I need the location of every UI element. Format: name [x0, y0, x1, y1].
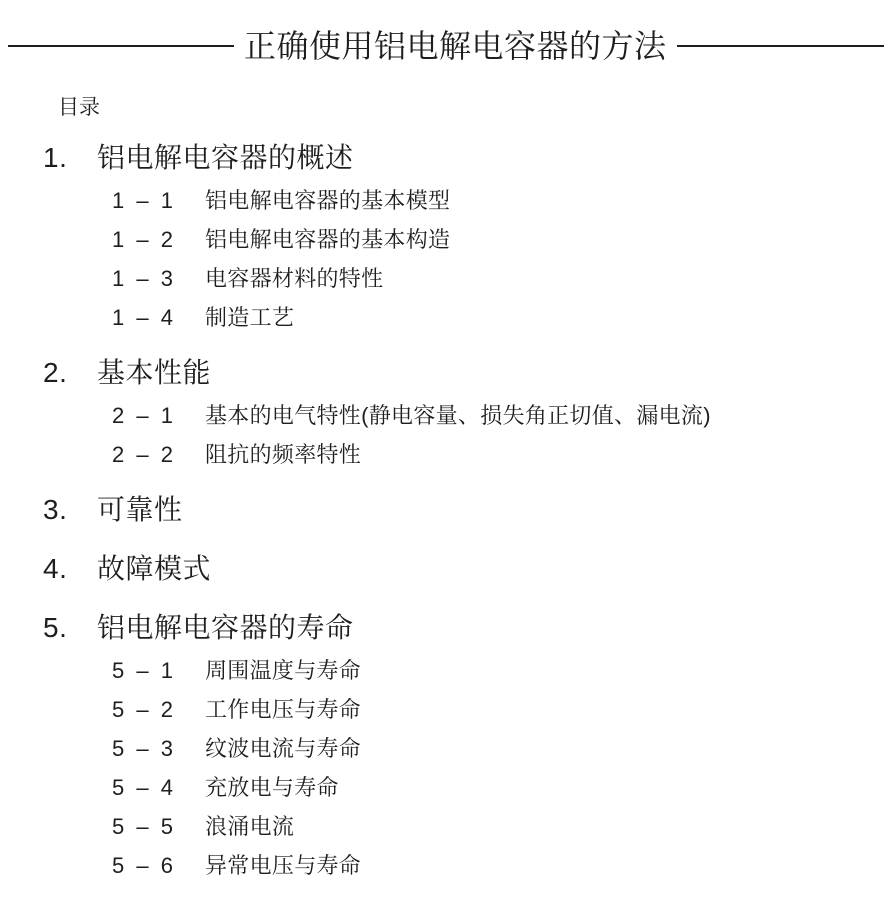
subsection-number: 5 – 2 [112, 697, 176, 722]
section-title: 基本性能 [97, 357, 212, 388]
subsection-number: 5 – 5 [112, 814, 176, 839]
subsection-number: 2 – 2 [112, 442, 176, 467]
subsection-title: 充放电与寿命 [205, 775, 339, 800]
subsection-number: 5 – 4 [112, 775, 176, 800]
subsection-title: 周围温度与寿命 [205, 658, 362, 683]
subsection-title: 工作电压与寿命 [205, 697, 362, 722]
section-number: 2. [43, 357, 68, 388]
section-title: 故障模式 [97, 553, 212, 584]
title-banner [0, 26, 892, 66]
toc-section-2 [0, 357, 892, 467]
section-heading [0, 142, 892, 174]
document-page [0, 26, 892, 920]
toc-entry [0, 776, 892, 800]
toc-section-5 [0, 612, 892, 878]
toc-entry [0, 267, 892, 291]
subsection-title: 阻抗的频率特性 [205, 442, 362, 467]
subsection-number: 5 – 6 [112, 853, 176, 878]
toc-section-4 [0, 553, 892, 585]
toc-entry [0, 306, 892, 330]
subsection-title: 电容器材料的特性 [205, 266, 384, 291]
toc-entry [0, 404, 892, 428]
subsection-number: 1 – 2 [112, 227, 176, 252]
toc-entry [0, 189, 892, 213]
section-number: 5. [43, 612, 68, 643]
subsection-number: 1 – 4 [112, 305, 176, 330]
section-number: 3. [43, 494, 68, 525]
section-heading [0, 553, 892, 585]
toc-section-3 [0, 494, 892, 526]
subsection-number: 5 – 3 [112, 736, 176, 761]
subsection-title: 异常电压与寿命 [205, 853, 362, 878]
toc-label: 目录 [58, 96, 100, 119]
section-title: 铝电解电容器的概述 [97, 142, 354, 173]
toc-entry [0, 228, 892, 252]
subsection-title: 制造工艺 [205, 305, 295, 330]
subsection-title: 铝电解电容器的基本构造 [205, 227, 451, 252]
subsection-number: 1 – 1 [112, 188, 176, 213]
subsection-title: 基本的电气特性(静电容量、损失角正切值、漏电流) [205, 403, 711, 428]
section-heading [0, 494, 892, 526]
toc-entry [0, 698, 892, 722]
toc-entry [0, 737, 892, 761]
toc-entry [0, 659, 892, 683]
section-title: 可靠性 [97, 494, 183, 525]
section-title: 铝电解电容器的寿命 [97, 612, 354, 643]
toc-entry [0, 815, 892, 839]
section-number: 1. [43, 142, 68, 173]
toc-entry [0, 443, 892, 467]
subsection-number: 5 – 1 [112, 658, 176, 683]
subsection-title: 纹波电流与寿命 [205, 736, 362, 761]
toc-section-1 [0, 142, 892, 330]
subsection-title: 铝电解电容器的基本模型 [205, 188, 451, 213]
toc-entry [0, 854, 892, 878]
section-heading [0, 612, 892, 644]
subsection-number: 2 – 1 [112, 403, 176, 428]
subsection-number: 1 – 3 [112, 266, 176, 291]
section-heading [0, 357, 892, 389]
title-rule-right [677, 45, 884, 47]
page-title: 正确使用铝电解电容器的方法 [244, 28, 667, 64]
title-rule-left [8, 45, 234, 47]
section-number: 4. [43, 553, 68, 584]
subsection-title: 浪涌电流 [205, 814, 295, 839]
